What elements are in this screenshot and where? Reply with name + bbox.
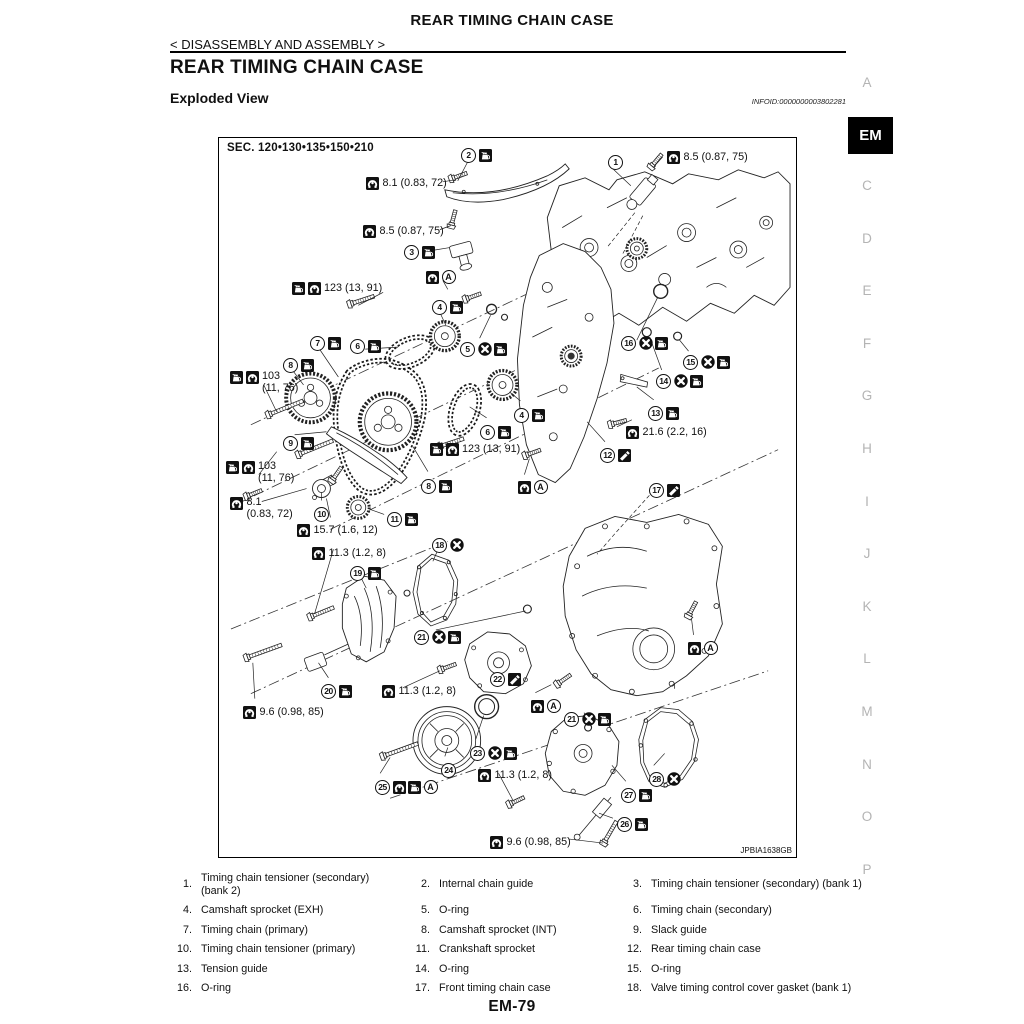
part-number-badge: 26 bbox=[617, 817, 632, 832]
legend-item-number: 16. bbox=[176, 982, 192, 994]
torque-icon bbox=[446, 443, 459, 456]
page-title: REAR TIMING CHAIN CASE bbox=[170, 57, 424, 78]
torque-value: 8.5 (0.87, 75) bbox=[379, 225, 444, 237]
legend-item-number: 8. bbox=[420, 923, 430, 936]
callout bbox=[600, 447, 631, 463]
part-number-badge: 19 bbox=[350, 566, 365, 581]
apply-oil-icon bbox=[498, 426, 511, 439]
apply-oil-icon bbox=[301, 437, 314, 450]
legend-item-number: 2. bbox=[420, 878, 430, 891]
callout bbox=[292, 280, 382, 296]
callout bbox=[414, 629, 461, 645]
legend-item-number: 9. bbox=[632, 923, 642, 936]
callout bbox=[683, 354, 730, 370]
legend-item-label: Timing chain (secondary) bbox=[651, 904, 772, 916]
callout bbox=[648, 405, 679, 421]
breadcrumb: < DISASSEMBLY AND ASSEMBLY > bbox=[170, 37, 386, 52]
part-number-badge: 5 bbox=[460, 342, 475, 357]
section-letter-j: J bbox=[863, 546, 871, 562]
part-number-badge: 21 bbox=[564, 712, 579, 727]
torque-value: 123 (13, 91) bbox=[324, 282, 383, 294]
legend-item-label: Timing chain tensioner (secondary) (bank 2) bbox=[201, 872, 370, 897]
torque-value: 11.3 (1.2, 8) bbox=[328, 547, 386, 559]
callout bbox=[421, 478, 452, 494]
part-number-badge: 3 bbox=[404, 245, 419, 260]
torque-icon bbox=[382, 685, 395, 698]
callout bbox=[617, 816, 648, 832]
callout bbox=[350, 565, 381, 581]
callout bbox=[441, 762, 456, 778]
legend-item-number: 13. bbox=[176, 962, 192, 975]
legend-item-number: 4. bbox=[182, 904, 192, 916]
torque-icon bbox=[393, 781, 406, 794]
torque-value: 123 (13, 91) bbox=[462, 443, 521, 455]
callout bbox=[432, 537, 464, 553]
callout bbox=[656, 373, 703, 389]
part-number-badge: 18 bbox=[432, 538, 447, 553]
section-letter-i: I bbox=[865, 493, 869, 509]
part-number-badge: 1 bbox=[608, 155, 623, 170]
section-letter-a: A bbox=[862, 75, 872, 90]
apply-oil-icon bbox=[408, 781, 421, 794]
torque-icon bbox=[426, 271, 439, 284]
figure-id: JPBIA1638GB bbox=[740, 846, 792, 855]
callout bbox=[470, 745, 517, 761]
part-number-badge: 21 bbox=[414, 630, 429, 645]
parts-legend bbox=[168, 872, 869, 995]
apply-oil-icon bbox=[494, 343, 507, 356]
torque-icon bbox=[312, 547, 325, 560]
callout bbox=[531, 698, 561, 714]
torque-value: 9.6 (0.98, 85) bbox=[506, 836, 571, 848]
apply-oil-icon bbox=[655, 337, 668, 350]
apply-oil-icon bbox=[666, 407, 679, 420]
legend-item-label: O-ring bbox=[439, 962, 469, 975]
apply-oil-icon bbox=[504, 747, 517, 760]
apply-oil-icon bbox=[226, 461, 239, 474]
do-not-reuse-icon bbox=[701, 355, 715, 369]
apply-oil-icon bbox=[230, 371, 243, 384]
torque-icon bbox=[308, 282, 321, 295]
part-number-badge: 14 bbox=[656, 374, 671, 389]
torque-value: 11.3 (1.2, 8) bbox=[494, 769, 552, 781]
callout bbox=[310, 335, 341, 351]
part-number-badge: 20 bbox=[321, 684, 336, 699]
letter-badge: A bbox=[424, 780, 438, 794]
section-letter-k: K bbox=[862, 598, 872, 614]
callout bbox=[226, 461, 294, 484]
do-not-reuse-icon bbox=[674, 374, 688, 388]
legend-item-number: 18. bbox=[626, 982, 642, 994]
legend-item-number: 15. bbox=[626, 962, 642, 975]
torque-icon bbox=[531, 700, 544, 713]
legend-item-number: 10. bbox=[176, 943, 192, 955]
part-number-badge: 4 bbox=[514, 408, 529, 423]
apply-oil-icon bbox=[301, 359, 314, 372]
section-tab-em: EM bbox=[848, 117, 893, 154]
sec-label: SEC. 120•130•135•150•210 bbox=[227, 142, 374, 154]
callout bbox=[518, 479, 548, 495]
do-not-reuse-icon bbox=[478, 342, 492, 356]
callout bbox=[382, 683, 456, 699]
do-not-reuse-icon bbox=[432, 630, 446, 644]
legend-item-label: Camshaft sprocket (EXH) bbox=[201, 904, 324, 916]
callout bbox=[490, 834, 571, 850]
apply-oil-icon bbox=[690, 375, 703, 388]
section-letter-f: F bbox=[862, 335, 872, 351]
apply-oil-icon bbox=[405, 513, 418, 526]
part-number-badge: 8 bbox=[283, 358, 298, 373]
part-number-badge: 17 bbox=[649, 483, 664, 498]
torque-icon bbox=[518, 481, 531, 494]
letter-badge: A bbox=[704, 641, 718, 655]
part-number-badge: 2 bbox=[461, 148, 476, 163]
legend-item-label: Rear timing chain case bbox=[651, 943, 761, 955]
legend-item-number: 17. bbox=[414, 982, 430, 994]
apply-oil-icon bbox=[639, 789, 652, 802]
part-number-badge: 6 bbox=[350, 339, 365, 354]
apply-oil-icon bbox=[450, 301, 463, 314]
section-letter-d: D bbox=[862, 230, 872, 246]
page-number: EM-79 bbox=[488, 998, 536, 1015]
part-number-badge: 27 bbox=[621, 788, 636, 803]
callout bbox=[243, 704, 324, 720]
callout bbox=[649, 482, 680, 498]
apply-oil-icon bbox=[328, 337, 341, 350]
legend-item-label: Front timing chain case bbox=[439, 982, 551, 994]
part-number-badge: 28 bbox=[649, 772, 664, 787]
part-number-badge: 22 bbox=[490, 672, 505, 687]
apply-oil-icon bbox=[430, 443, 443, 456]
legend-item-label: Slack guide bbox=[651, 923, 707, 936]
apply-oil-icon bbox=[439, 480, 452, 493]
callout bbox=[430, 441, 520, 457]
part-number-badge: 15 bbox=[683, 355, 698, 370]
part-number-badge: 13 bbox=[648, 406, 663, 421]
callout bbox=[283, 435, 314, 451]
running-title: REAR TIMING CHAIN CASE bbox=[410, 12, 614, 29]
callout bbox=[460, 341, 507, 357]
torque-value: 8.1 (0.83, 72) bbox=[246, 496, 293, 520]
part-number-badge: 23 bbox=[470, 746, 485, 761]
legend-item-label: Timing chain tensioner (primary) bbox=[201, 943, 356, 955]
torque-value: 8.1 (0.83, 72) bbox=[382, 177, 447, 189]
apply-oil-icon bbox=[635, 818, 648, 831]
do-not-reuse-icon bbox=[582, 712, 596, 726]
apply-oil-icon bbox=[292, 282, 305, 295]
torque-icon bbox=[297, 524, 310, 537]
torque-icon bbox=[246, 371, 259, 384]
torque-value: 103 (11, 76) bbox=[258, 460, 295, 484]
part-number-badge: 25 bbox=[375, 780, 390, 795]
section-letter-p: P bbox=[862, 861, 872, 877]
apply-oil-icon bbox=[479, 149, 492, 162]
torque-icon bbox=[230, 497, 243, 510]
part-number-badge: 4 bbox=[432, 300, 447, 315]
do-not-reuse-icon bbox=[488, 746, 502, 760]
section-letter-l: L bbox=[863, 651, 871, 667]
part-number-badge: 8 bbox=[421, 479, 436, 494]
legend-item-number: 11. bbox=[415, 943, 430, 955]
sealant-icon bbox=[667, 484, 680, 497]
torque-icon bbox=[688, 642, 701, 655]
sealant-icon bbox=[618, 449, 631, 462]
part-number-badge: 7 bbox=[310, 336, 325, 351]
part-number-badge: 10 bbox=[314, 507, 329, 522]
infoid-label: INFOID:0000000003802281 bbox=[751, 97, 846, 106]
callout bbox=[432, 299, 463, 315]
torque-value: 103 (11, 76) bbox=[262, 370, 299, 394]
legend-item-number: 12. bbox=[626, 943, 642, 955]
torque-value: 8.5 (0.87, 75) bbox=[683, 151, 748, 163]
callout bbox=[230, 497, 293, 520]
legend-item-label: Internal chain guide bbox=[439, 878, 534, 891]
callout bbox=[314, 506, 329, 522]
section-letter-e: E bbox=[862, 283, 872, 299]
legend-item-number: 5. bbox=[420, 904, 430, 916]
part-number-badge: 24 bbox=[441, 763, 456, 778]
callout bbox=[366, 175, 447, 191]
callout bbox=[608, 154, 623, 170]
exploded-view-panel bbox=[218, 137, 797, 858]
callout bbox=[621, 335, 668, 351]
do-not-reuse-icon bbox=[639, 336, 653, 350]
torque-icon bbox=[242, 461, 255, 474]
torque-value: 11.3 (1.2, 8) bbox=[398, 685, 456, 697]
legend-item-label: Timing chain tensioner (secondary) (bank 1) bbox=[651, 878, 862, 891]
part-number-badge: 12 bbox=[600, 448, 615, 463]
legend-item-label: O-ring bbox=[201, 982, 231, 994]
callout bbox=[564, 711, 611, 727]
section-letter-h: H bbox=[862, 441, 872, 456]
callout bbox=[480, 424, 511, 440]
legend-item-number: 7. bbox=[182, 923, 192, 936]
callout bbox=[667, 149, 748, 165]
apply-oil-icon bbox=[448, 631, 461, 644]
apply-oil-icon bbox=[339, 685, 352, 698]
legend-item-number: 1. bbox=[182, 878, 192, 891]
legend-item-label: Tension guide bbox=[201, 962, 268, 975]
torque-icon bbox=[366, 177, 379, 190]
apply-oil-icon bbox=[717, 356, 730, 369]
apply-oil-icon bbox=[368, 340, 381, 353]
header-rule bbox=[170, 51, 846, 53]
letter-badge: A bbox=[534, 480, 548, 494]
legend-item-label: Camshaft sprocket (INT) bbox=[439, 923, 557, 936]
section-letter-c: C bbox=[862, 178, 872, 193]
legend-item-label: Crankshaft sprocket bbox=[439, 943, 536, 955]
torque-value: 15.7 (1.6, 12) bbox=[313, 524, 378, 536]
callout bbox=[626, 424, 707, 440]
callout bbox=[321, 683, 352, 699]
legend-item-number: 6. bbox=[632, 904, 642, 916]
torque-value: 9.6 (0.98, 85) bbox=[259, 706, 324, 718]
subsection-title: Exploded View bbox=[170, 90, 269, 106]
torque-icon bbox=[478, 769, 491, 782]
legend-item-label: Valve timing control cover gasket (bank 1) bbox=[651, 982, 852, 994]
callout bbox=[404, 244, 435, 260]
part-number-badge: 11 bbox=[387, 512, 402, 527]
torque-icon bbox=[490, 836, 503, 849]
callout bbox=[461, 147, 492, 163]
sealant-icon bbox=[508, 673, 521, 686]
section-letter-n: N bbox=[862, 756, 872, 772]
section-letter-m: M bbox=[861, 704, 873, 719]
callout bbox=[426, 269, 456, 285]
apply-oil-icon bbox=[368, 567, 381, 580]
callout bbox=[387, 511, 418, 527]
torque-icon bbox=[667, 151, 680, 164]
torque-value: 21.6 (2.2, 16) bbox=[642, 426, 707, 438]
section-letter-g: G bbox=[861, 388, 873, 404]
apply-oil-icon bbox=[598, 713, 611, 726]
callout bbox=[230, 371, 298, 394]
letter-badge: A bbox=[547, 699, 561, 713]
callout bbox=[312, 545, 386, 561]
part-number-badge: 16 bbox=[621, 336, 636, 351]
section-letter-o: O bbox=[861, 809, 873, 825]
legend-item-number: 14. bbox=[414, 962, 430, 975]
torque-icon bbox=[243, 706, 256, 719]
legend-item-label: O-ring bbox=[651, 962, 681, 975]
apply-oil-icon bbox=[532, 409, 545, 422]
torque-icon bbox=[626, 426, 639, 439]
callout bbox=[649, 771, 681, 787]
callout bbox=[514, 407, 545, 423]
callout bbox=[478, 767, 552, 783]
callout bbox=[375, 779, 438, 795]
legend-item-label: O-ring bbox=[439, 904, 469, 916]
callout bbox=[350, 338, 381, 354]
callout bbox=[297, 522, 378, 538]
do-not-reuse-icon bbox=[450, 538, 464, 552]
callout bbox=[688, 640, 718, 656]
letter-badge: A bbox=[442, 270, 456, 284]
part-number-badge: 6 bbox=[480, 425, 495, 440]
legend-item-number: 3. bbox=[632, 878, 642, 891]
callout bbox=[621, 787, 652, 803]
callout bbox=[363, 223, 444, 239]
torque-icon bbox=[363, 225, 376, 238]
apply-oil-icon bbox=[422, 246, 435, 259]
legend-item-label: Timing chain (primary) bbox=[201, 923, 308, 936]
callout bbox=[490, 671, 521, 687]
part-number-badge: 9 bbox=[283, 436, 298, 451]
do-not-reuse-icon bbox=[667, 772, 681, 786]
